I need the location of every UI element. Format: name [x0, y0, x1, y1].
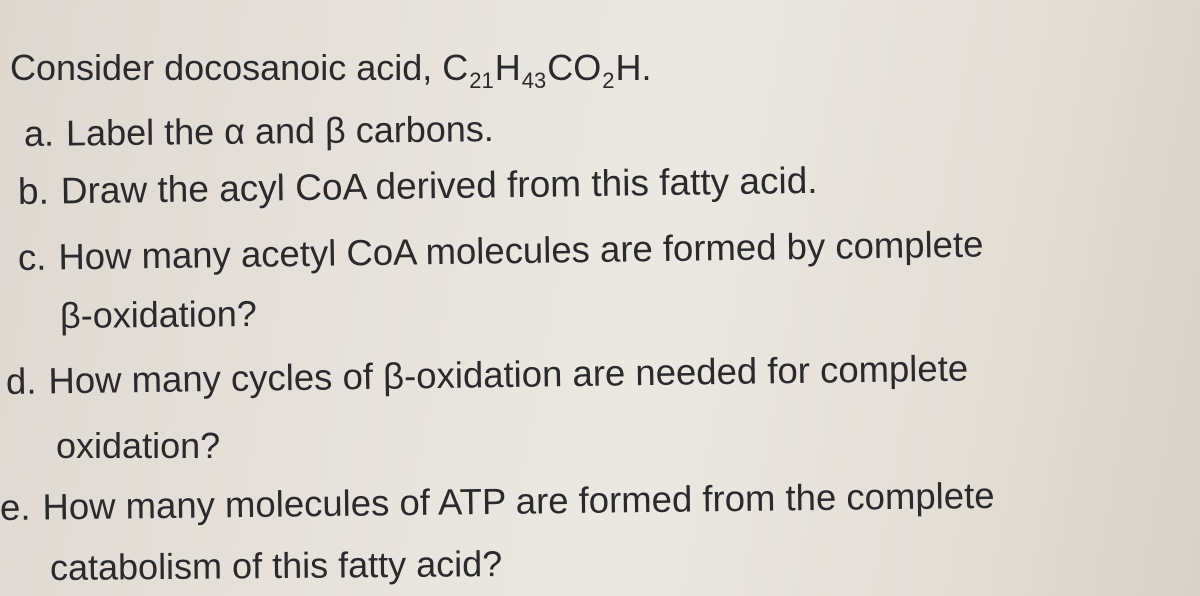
question-b [18, 161, 818, 212]
question-label: d. [5, 360, 37, 402]
question-text: Label the α and β carbons. [65, 108, 495, 154]
question-d [6, 349, 969, 402]
question-a [24, 109, 494, 154]
question-label: b. [17, 170, 50, 212]
question-e-continuation: catabolism of this fatty acid? [49, 543, 503, 588]
question-label: c. [17, 236, 47, 278]
question-text: How many molecules of ATP are formed from the complete [42, 474, 995, 528]
question-c-continuation: β-oxidation? [59, 292, 258, 336]
question-d-continuation: oxidation? [56, 425, 221, 466]
question-text: How many acetyl CoA molecules are formed by complete [58, 223, 984, 278]
question-text: How many cycles of β-oxidation are needed for complete [48, 347, 969, 402]
chemical-formula: $C_{21}H_{43}CO_2H$. [442, 47, 652, 93]
question-e [0, 476, 995, 528]
intro-line [10, 47, 652, 93]
intro-text: Consider docosanoic acid, [10, 47, 433, 88]
question-c [18, 225, 984, 278]
question-label: e. [0, 486, 31, 528]
question-text: Draw the acyl CoA derived from this fatty acid. [60, 159, 818, 212]
question-label: a. [23, 112, 55, 154]
